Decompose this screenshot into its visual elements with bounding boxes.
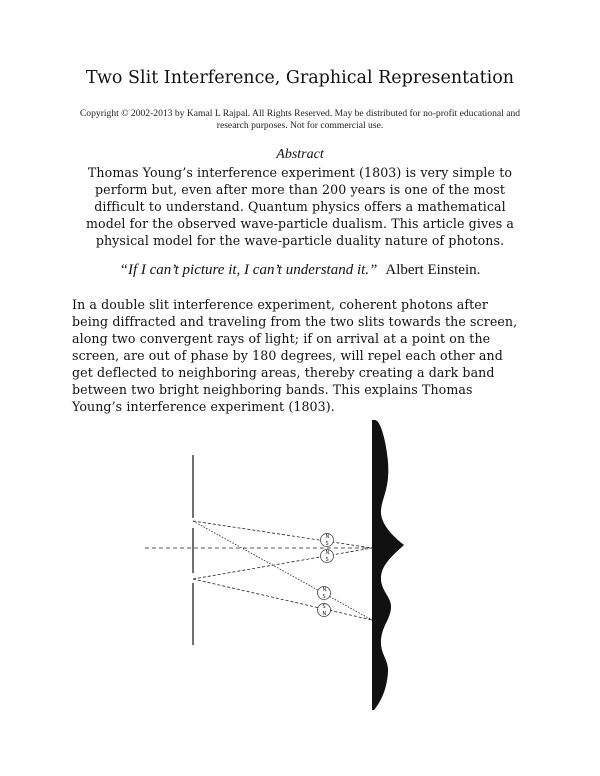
pole-label: S <box>325 557 329 563</box>
photon-magnet-lower <box>318 587 331 618</box>
copyright-notice: Copyright © 2002-2013 by Kamal L Rajpal. All Rights Reserved. May be distributed for no-profit educational and research purposes. Not for commercial use. <box>79 108 521 131</box>
ray-lower-to-lower <box>193 579 372 620</box>
body-line: get deflected to neighboring areas, thereby creating a dark band <box>72 365 495 380</box>
body-line: screen, are out of phase by 180 degrees, will repel each other and <box>72 348 503 363</box>
body-line: being diffracted and traveling from the two slits towards the screen, <box>72 314 518 329</box>
pole-label: N <box>322 611 327 617</box>
quote-text: “If I can’t picture it, I can’t understand it.” <box>119 262 378 278</box>
body-line: along two convergent rays of light; if on arrival at a point on the <box>72 331 491 346</box>
pole-label: S <box>325 541 329 547</box>
pole-label: N <box>325 534 330 540</box>
page-title: Two Slit Interference, Graphical Representation <box>85 68 515 88</box>
abstract-line: model for the observed wave-particle dualism. This article gives a <box>85 216 515 231</box>
intensity-pattern <box>374 420 404 710</box>
body-line: between two bright neighboring bands. This explains Thomas <box>72 382 473 397</box>
body-paragraph <box>72 296 532 415</box>
interference-diagram <box>0 410 600 730</box>
ray-lower-to-center <box>193 548 372 579</box>
abstract-line: difficult to understand. Quantum physics offers a mathematical <box>94 199 506 214</box>
abstract-line: perform but, even after more than 200 years is one of the most <box>95 182 505 197</box>
interference-figure <box>0 410 600 730</box>
pole-label: N <box>322 587 327 593</box>
einstein-quote <box>0 262 600 279</box>
quote-author: Albert Einstein. <box>385 262 481 278</box>
abstract-line: Thomas Young’s interference experiment (1803) is very simple to <box>87 165 513 180</box>
pole-label: S <box>322 604 326 610</box>
ray-upper-to-lower <box>193 521 372 620</box>
abstract-body <box>70 164 530 249</box>
pole-label: N <box>325 550 330 556</box>
abstract-line: physical model for the wave-particle duality nature of photons. <box>95 233 505 248</box>
body-line: Young’s interference experiment (1803). <box>72 399 335 414</box>
abstract-heading: Abstract <box>276 147 324 162</box>
ray-upper-to-center <box>193 521 372 548</box>
body-line: In a double slit interference experiment, coherent photons after <box>72 297 488 312</box>
pole-label: S <box>322 594 326 600</box>
